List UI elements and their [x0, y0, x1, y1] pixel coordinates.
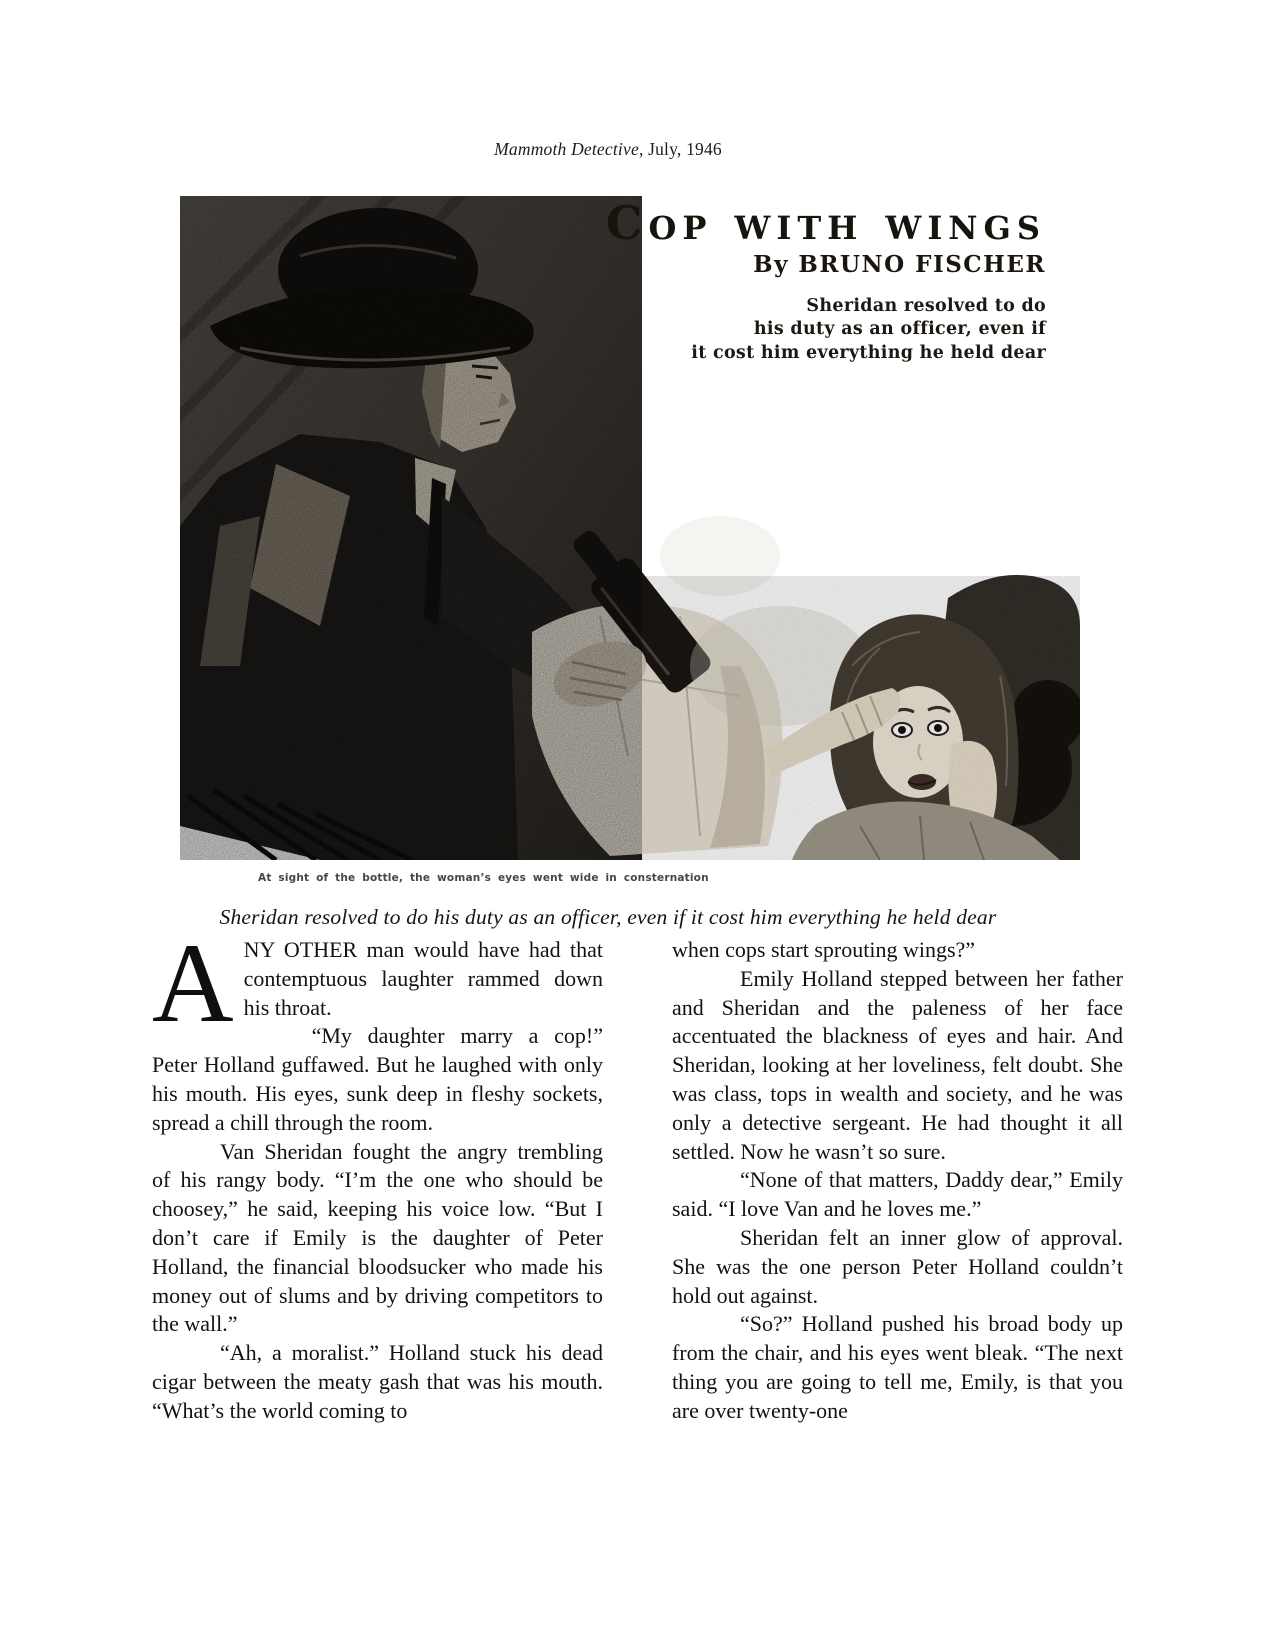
- page-header: [0, 139, 1216, 160]
- left-column: [152, 921, 603, 1426]
- paragraph-left-2: “My daughter marry a cop!” Peter Holland guffawed. But he laughed with only his mouth. His eyes, sunk deep in fleshy sockets, spread a chill through the room.: [152, 1023, 603, 1135]
- magazine-title: Mammoth Detective: [494, 139, 639, 159]
- story-body: [152, 921, 1123, 1426]
- story-tagline: [576, 295, 1046, 365]
- paragraph-right-5: “So?” Holland pushed his broad body up from the chair, and his eyes went bleak. “The next thing you are going to tell me, Emily, is that you are over twenty-one: [672, 1311, 1123, 1423]
- story-title-block: [576, 196, 1046, 365]
- issue-date: , July, 1946: [638, 139, 722, 159]
- paragraph-right-2: Emily Holland stepped between her father and Sheridan and the paleness of her face accentuated the blackness of eyes and hair. And Sheridan, looking at her loveliness, felt doubt. She was class, tops in wealth and society, and he was only a detective sergeant. He had thought it all settled. Now he wasn’t so sure.: [672, 965, 1123, 1164]
- paragraph-text: NY OTHER man would have had that contemptuous laughter rammed down his throat.: [243, 937, 603, 1020]
- paragraph-right-3: “None of that matters, Daddy dear,” Emily said. “I love Van and he loves me.”: [672, 1167, 1123, 1222]
- paragraph-right-4: Sheridan felt an inner glow of approval. She was the one person Peter Holland couldn’t hold out against.: [672, 1224, 1123, 1308]
- paragraph-right-1: when cops start sprouting wings?”: [672, 937, 976, 962]
- story-byline: By BRUNO FISCHER: [753, 251, 1046, 278]
- grain-overlay: [180, 196, 642, 860]
- paragraph-left-3: Van Sheridan fought the angry trembling of his rangy body. “I’m the one who should be choosey,” he said, keeping his voice low. “But I don’t care if Emily is the daughter of Peter Holland, the financial bloodsucker who made his money out of slums and by driving competitors to the wall.”: [152, 1138, 603, 1337]
- tagline-line: his duty as an officer, even if: [753, 319, 1046, 340]
- illustration-caption: At sight of the bottle, the woman’s eyes went wide in consternation: [258, 872, 709, 884]
- paragraph-left-1: [152, 921, 603, 1046]
- tagline-line: Sheridan resolved to do: [806, 296, 1046, 316]
- story-illustration: [180, 196, 1080, 890]
- story-title: Cop with wings: [605, 196, 1046, 250]
- tagline-line: it cost him everything he held dear: [691, 342, 1046, 363]
- drop-cap: A: [152, 921, 234, 1046]
- paragraph-left-4: “Ah, a moralist.” Holland stuck his dead cigar between the meaty gash that was his mouth. “What’s the world coming to: [152, 1340, 603, 1423]
- grain-overlay: [642, 576, 1080, 860]
- story-tagline-caption: Sheridan resolved to do his duty as an officer, even if it cost him everything he held dear: [219, 905, 997, 929]
- right-column: [672, 936, 1123, 1426]
